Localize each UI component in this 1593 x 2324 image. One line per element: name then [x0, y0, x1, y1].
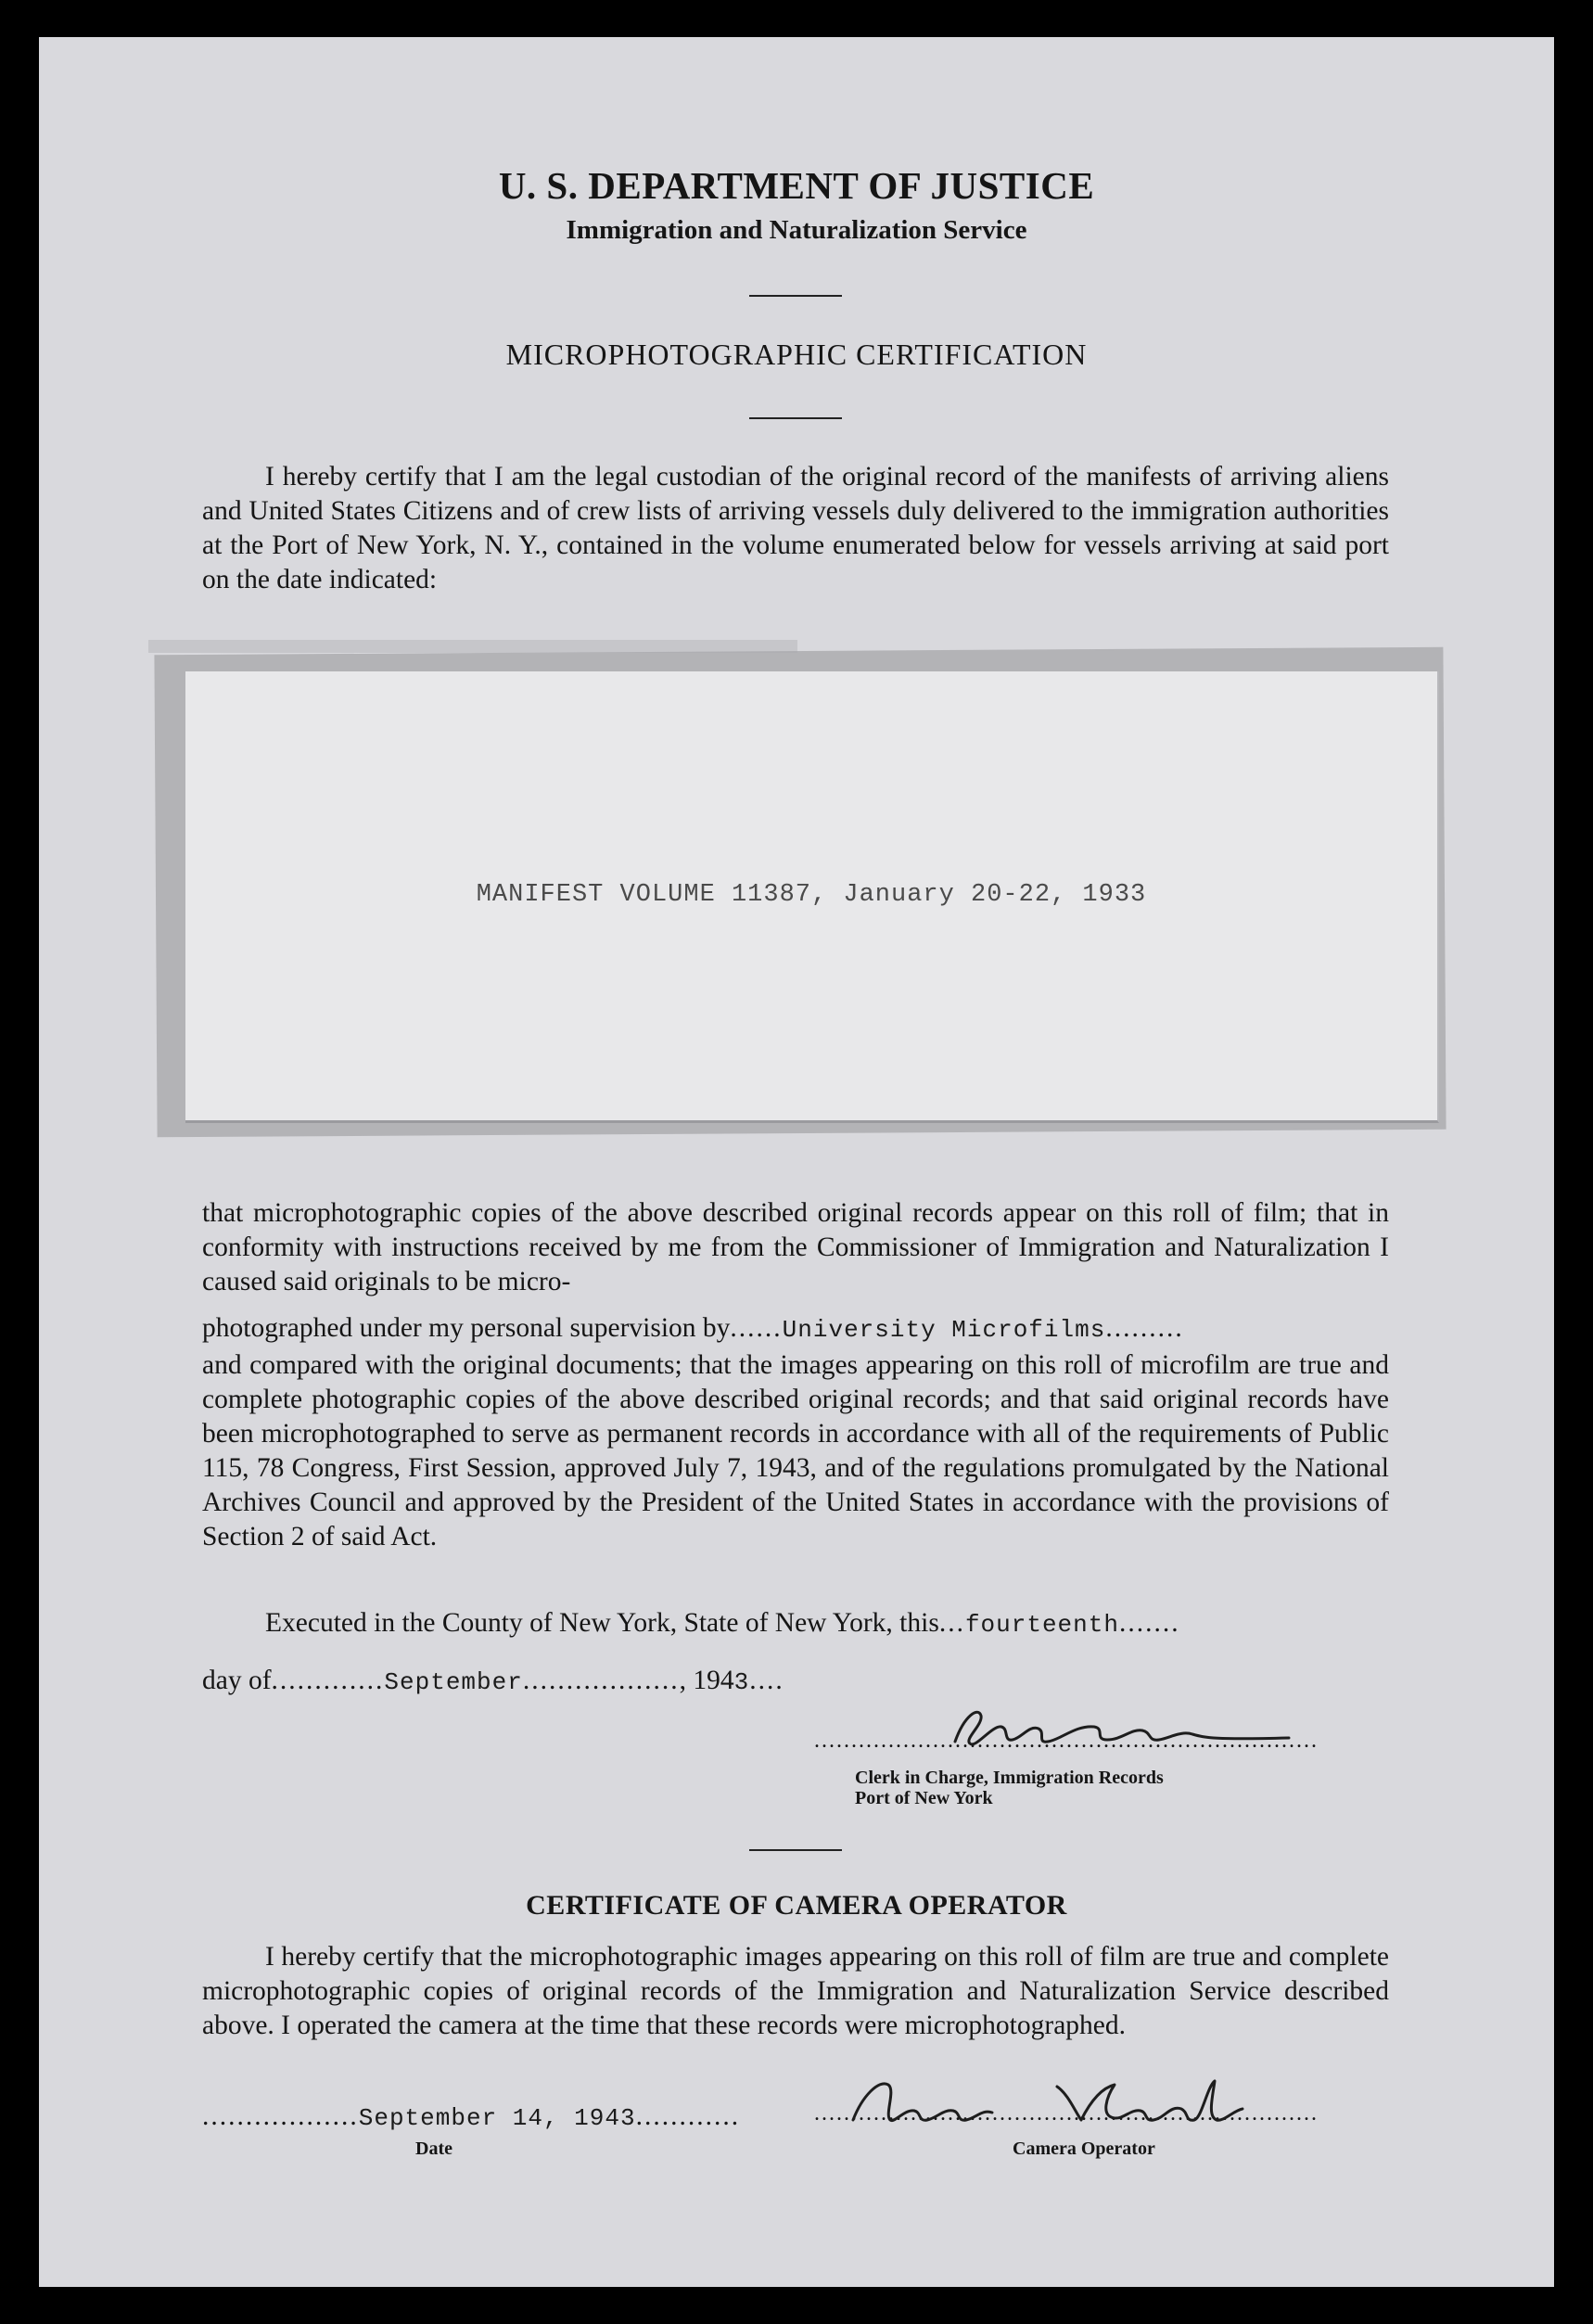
dot-leader: .................. — [522, 1666, 680, 1695]
certification-title: MICROPHOTOGRAPHIC CERTIFICATION — [505, 338, 1088, 371]
department-subtitle: Immigration and Naturalization Service — [566, 215, 1027, 245]
clerk-signature — [937, 1688, 1307, 1762]
photographed-by-line — [202, 1313, 1389, 1344]
body-paragraph-1: that microphotographic copies of the above described original records appear on this roll of film; that in conformity with instructions received by me from the Commissioner of Immigration and Naturalization I caused said originals to be micro- — [202, 1198, 1389, 1296]
day-of-month: September — [384, 1668, 523, 1696]
camera-operator-title: CERTIFICATE OF CAMERA OPERATOR — [526, 1890, 1067, 1921]
operator-signature — [825, 2068, 1252, 2133]
day-of-label: day of — [202, 1666, 272, 1695]
department-title: U. S. DEPARTMENT OF JUSTICE — [498, 164, 1095, 207]
header-divider — [749, 295, 842, 297]
camera-operator-paragraph — [202, 1940, 1389, 2043]
dot-leader: ............ — [635, 2101, 741, 2131]
dot-leader: ....... — [1118, 1608, 1180, 1638]
dot-leader: ...... — [730, 1313, 783, 1343]
camera-divider — [749, 1849, 842, 1851]
dot-leader: .................. — [202, 2101, 359, 2131]
executed-line — [265, 1608, 1180, 1639]
dot-leader: ... — [938, 1608, 965, 1638]
intro-paragraph — [202, 460, 1389, 597]
executed-label: Executed in the County of New York, State of New York, this — [265, 1608, 939, 1638]
year-prefix: , 194 — [679, 1666, 734, 1695]
dot-leader: ............. — [271, 1666, 385, 1695]
clerk-signature-line: .................................................................... — [814, 1729, 1319, 1753]
executed-day: fourteenth — [964, 1611, 1119, 1639]
operator-signature-line: .................................................................... — [814, 2101, 1319, 2126]
date-value: September 14, 1943 — [358, 2104, 636, 2132]
section-divider — [749, 417, 842, 419]
intro-text: I hereby certify that I am the legal custodian of the original record of the manifests of arriving aliens and United States Citizens and of crew lists of arriving vessels duly delivered to the immigration authorities at the Port of New York, N. Y., contained in the volume enumerated below for vessels arriving at said port on the date indicated: — [202, 462, 1389, 594]
photographed-by-label: photographed under my personal supervision by — [202, 1313, 731, 1343]
volume-card-text: MANIFEST VOLUME 11387, January 20-22, 1933 — [476, 881, 1147, 909]
clerk-title-line2: Port of New York — [855, 1788, 993, 1808]
date-line — [202, 2101, 741, 2132]
operator-label: Camera Operator — [1013, 2139, 1155, 2159]
date-label: Date — [415, 2139, 452, 2159]
clerk-title-line1: Clerk in Charge, Immigration Records — [855, 1768, 1164, 1788]
year-suffix: 3 — [733, 1668, 750, 1696]
dot-leader: .... — [749, 1666, 784, 1695]
photographed-by-value: University Microfilms — [782, 1316, 1106, 1344]
dot-leader: ......... — [1105, 1313, 1184, 1343]
camera-operator-text: I hereby certify that the microphotographic images appearing on this roll of film are true and complete microphotographic copies of original records of the Immigration and Naturalization Service described above. I operated the camera at the time that these records were microphotographed. — [202, 1942, 1389, 2040]
day-of-line — [202, 1666, 784, 1696]
body-paragraph-2: and compared with the original documents; that the images appearing on this roll of microfilm are true and complete photographic copies of the above described original records; and that said original records have been microphotographed to serve as permanent records in accordance with all of the requirements of Public 115, 78 Congress, First Session, approved July 7, 1943, and of the regulations promulgated by the National Archives Council and approved by the President of the United States in accordance with the provisions of Section 2 of said Act. — [202, 1350, 1389, 1551]
